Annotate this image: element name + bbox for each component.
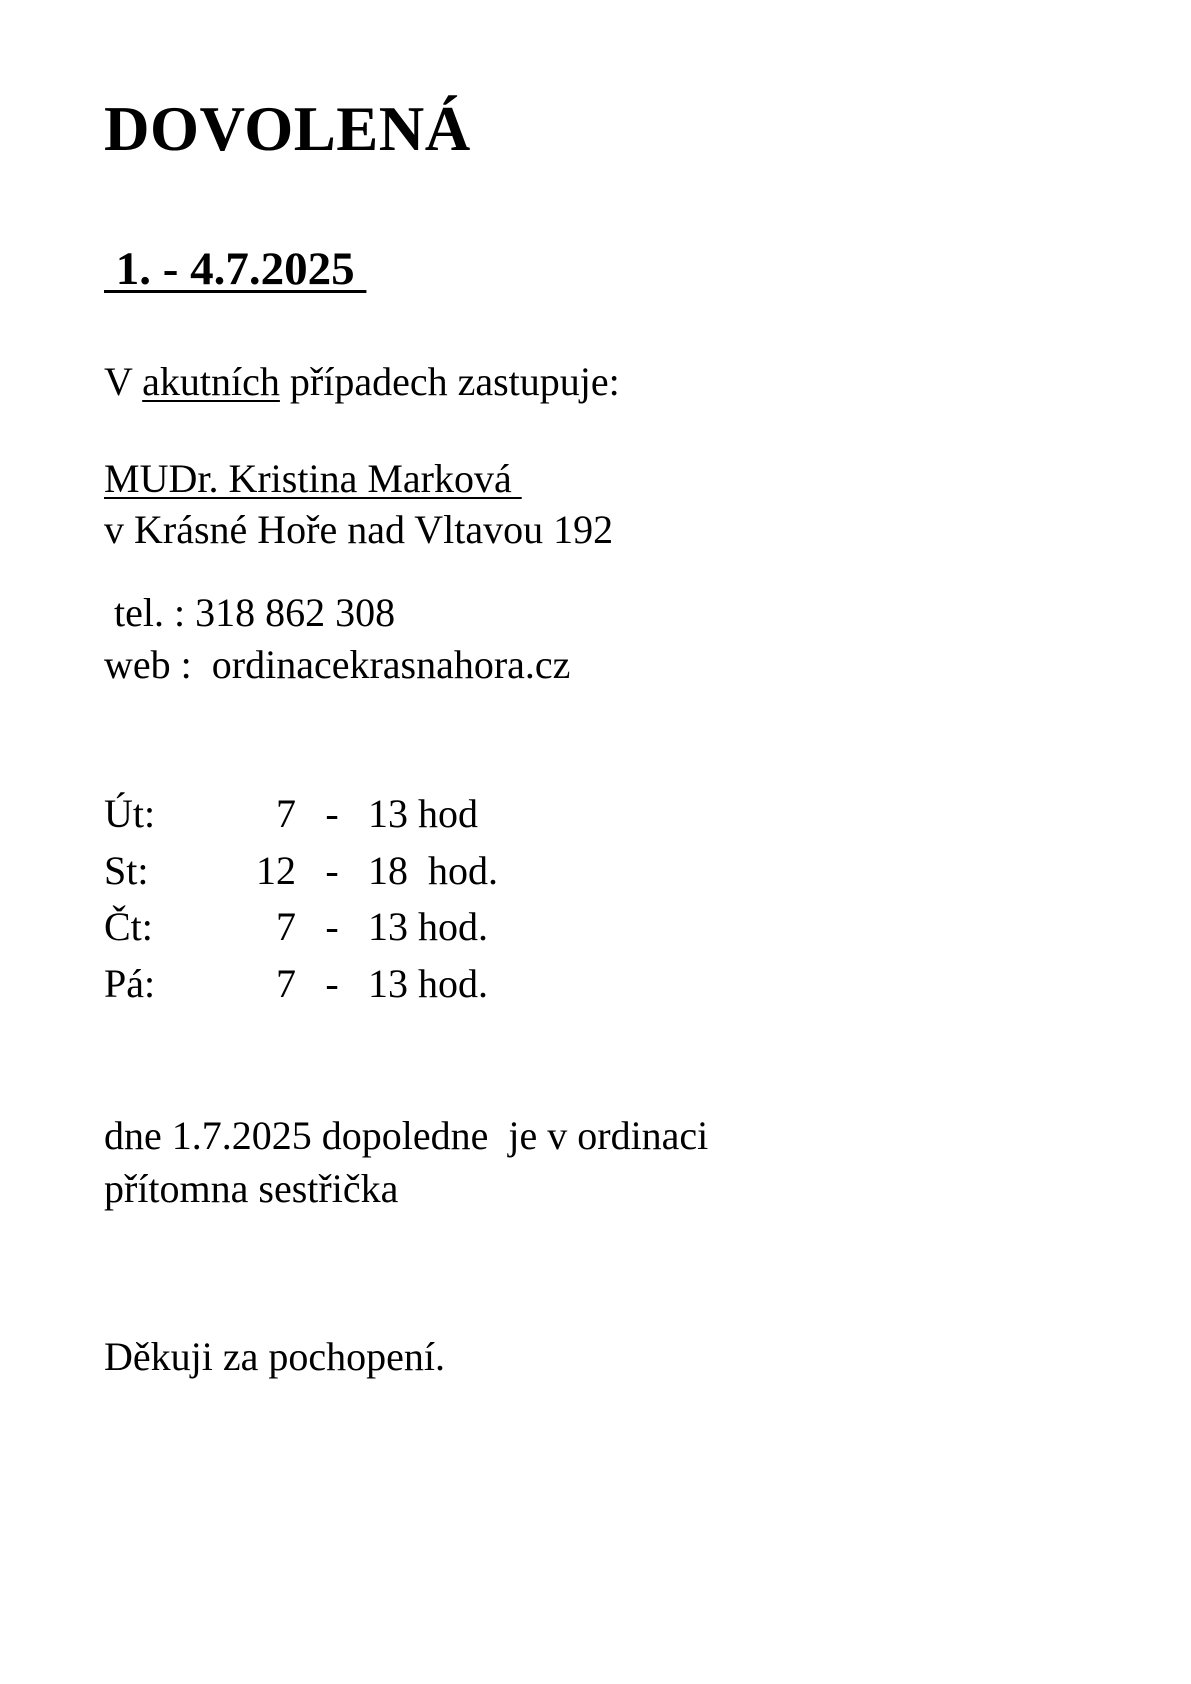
spacer-before-doctor: [104, 407, 1064, 453]
nurse-note: [104, 1109, 924, 1215]
substitute-intro-emphasis: akutních: [142, 358, 280, 404]
spacer-before-hours: [104, 690, 1064, 786]
doctor-name-text: MUDr. Kristina Marková: [104, 456, 522, 502]
contact-web: web : ordinacekrasnahora.cz: [104, 641, 571, 687]
hours-close: 18 hod.: [368, 847, 498, 893]
nurse-note-line-1: dne 1.7.2025 dopoledne je v ordinaci: [104, 1112, 709, 1158]
opening-hours-row: [104, 786, 1064, 843]
substitute-intro: [104, 356, 1064, 407]
doctor-name: [104, 453, 1064, 504]
hours-open: 7: [276, 790, 296, 836]
hours-day: St:: [104, 847, 149, 893]
doctor-address: v Krásné Hoře nad Vltavou 192: [104, 507, 614, 553]
substitute-intro-after: případech zastupuje:: [279, 358, 620, 404]
hours-open: 7: [276, 961, 296, 1007]
opening-hours-row: [104, 899, 1064, 956]
spacer-before-nurse-note: [104, 1013, 1064, 1109]
hours-dash: -: [325, 904, 339, 950]
document-content: [104, 96, 1064, 1383]
hours-close: 13 hod.: [368, 961, 488, 1007]
hours-close: 13 hod: [368, 790, 478, 836]
opening-hours-row: [104, 956, 1064, 1013]
nurse-note-line-2: přítomna sestřička: [104, 1166, 399, 1212]
hours-dash: -: [325, 961, 339, 1007]
hours-dash: -: [325, 790, 339, 836]
contact-phone: tel. : 318 862 308: [104, 590, 396, 636]
hours-dash: -: [325, 847, 339, 893]
hours-open: 7: [276, 904, 296, 950]
spacer-after-date: [104, 296, 1064, 356]
spacer-before-closing: [104, 1215, 1064, 1331]
page-title: DOVOLENÁ: [104, 94, 471, 164]
hours-day: Čt:: [104, 904, 153, 950]
spacer-after-title: [104, 162, 1064, 244]
hours-close: 13 hod.: [368, 904, 488, 950]
hours-open: 12: [256, 847, 296, 893]
vacation-date-range: [104, 244, 1064, 296]
substitute-intro-before: V: [104, 358, 143, 404]
opening-hours-list: [104, 786, 1064, 1013]
opening-hours-row: [104, 843, 1064, 900]
hours-day: Út:: [104, 790, 156, 836]
spacer-before-contact: [104, 555, 1064, 587]
vacation-date-range-text: 1. - 4.7.2025: [104, 243, 367, 296]
hours-day: Pá:: [104, 961, 156, 1007]
closing-text: Děkuji za pochopení.: [104, 1334, 445, 1380]
